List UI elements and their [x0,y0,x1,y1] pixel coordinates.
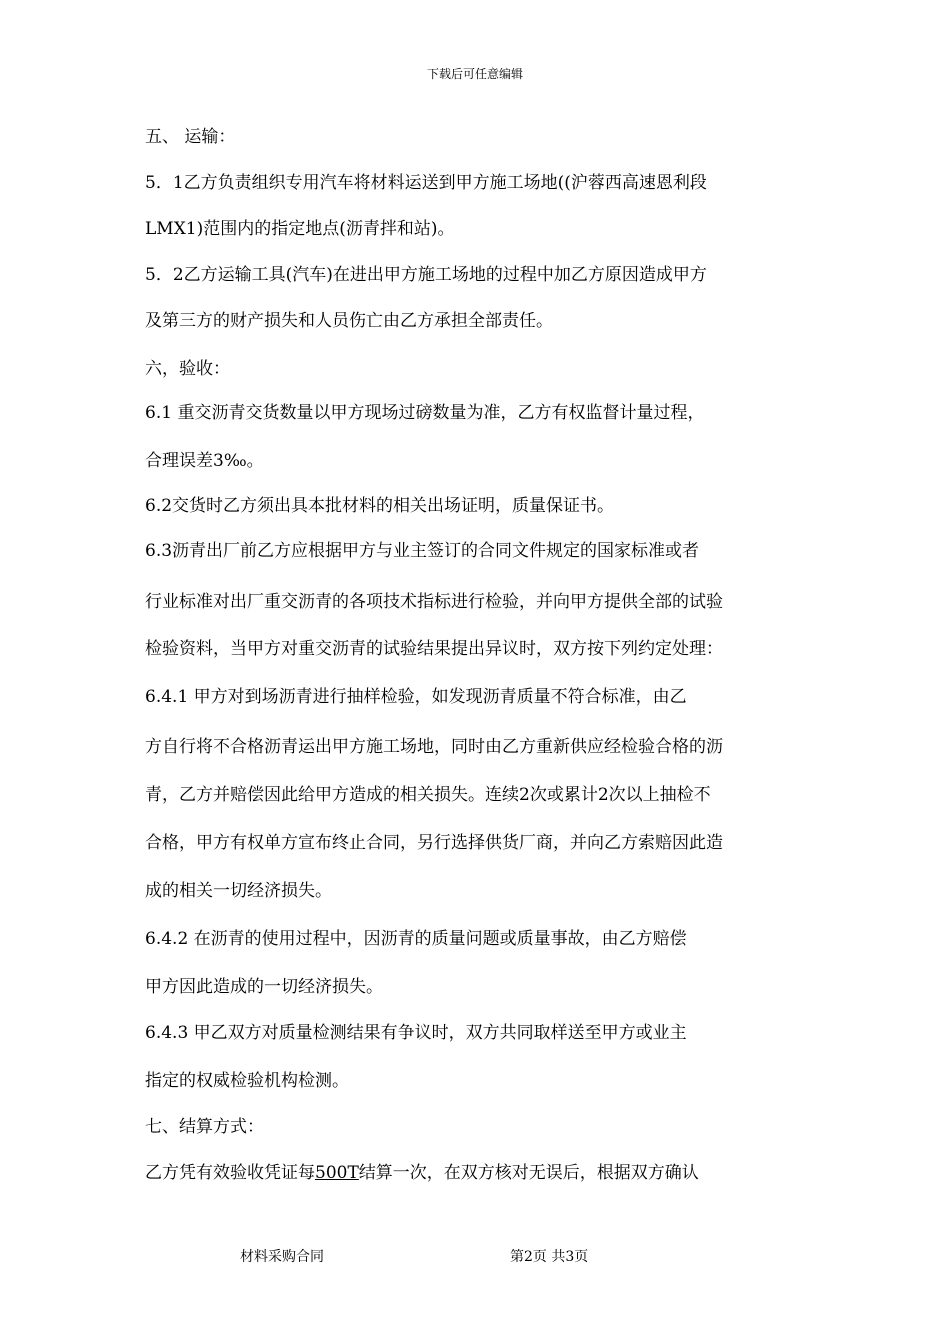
paragraph-line: 合格，甲方有权单方宣布终止合同，另行选择供货厂商，并向乙方索赔因此造 [145,833,723,853]
settlement-quantity: 500T [315,1163,359,1183]
section-heading-settlement: 七、结算方式： [145,1117,264,1137]
paragraph-line: 及第三方的财产损失和人员伤亡由乙方承担全部责任。 [145,311,553,331]
footer-page-number: 第2页 共3页 [510,1249,589,1265]
paragraph-line: 6.4.1 甲方对到场沥青进行抽样检验，如发现沥青质量不符合标准，由乙 [145,687,687,707]
paragraph-line: 6.1 重交沥青交货数量以甲方现场过磅数量为准，乙方有权监督计量过程， [145,403,705,423]
paragraph-line: 5．1乙方负责组织专用汽车将材料运送到甲方施工场地((沪蓉西高速恩利段 [145,173,707,193]
settlement-text-before: 乙方凭有效验收凭证每 [145,1163,315,1183]
paragraph-line: 指定的权威检验机构检测。 [145,1071,349,1091]
settlement-text-after: 结算一次，在双方核对无误后，根据双方确认 [358,1163,699,1183]
section-heading-transport: 五、 运输： [145,127,236,147]
paragraph-line: 检验资料，当甲方对重交沥青的试验结果提出异议时，双方按下列约定处理： [145,639,723,659]
paragraph-line: 6.4.2 在沥青的使用过程中，因沥青的质量问题或质量事故，由乙方赔偿 [145,929,687,949]
paragraph-line: 合理误差3‰。 [145,451,264,471]
paragraph-line: 5．2乙方运输工具(汽车)在进出甲方施工场地的过程中加乙方原因造成甲方 [145,265,707,285]
paragraph-line: 成的相关一切经济损失。 [145,881,332,901]
section-heading-acceptance: 六，验收： [145,359,230,379]
paragraph-line: 6.3沥青出厂前乙方应根据甲方与业主签订的合同文件规定的国家标准或者 [145,541,700,561]
paragraph-line-settlement [145,1162,810,1184]
footer-document-title: 材料采购合同 [240,1249,324,1265]
paragraph-line: 6.4.3 甲乙双方对质量检测结果有争议时，双方共同取样送至甲方或业主 [145,1023,687,1043]
paragraph-line: 6.2交货时乙方须出具本批材料的相关出场证明，质量保证书。 [145,496,615,516]
paragraph-line: 甲方因此造成的一切经济损失。 [145,977,383,997]
paragraph-line: 行业标准对出厂重交沥青的各项技术指标进行检验，并向甲方提供全部的试验 [145,592,723,612]
paragraph-line: 方自行将不合格沥青运出甲方施工场地，同时由乙方重新供应经检验合格的沥 [145,737,723,757]
paragraph-line: 青，乙方并赔偿因此给甲方造成的相关损失。连续2次或累计2次以上抽检不 [145,785,711,805]
page-header-note: 下载后可任意编辑 [426,67,523,81]
paragraph-line: LMX1)范围内的指定地点(沥青拌和站)。 [145,219,455,239]
